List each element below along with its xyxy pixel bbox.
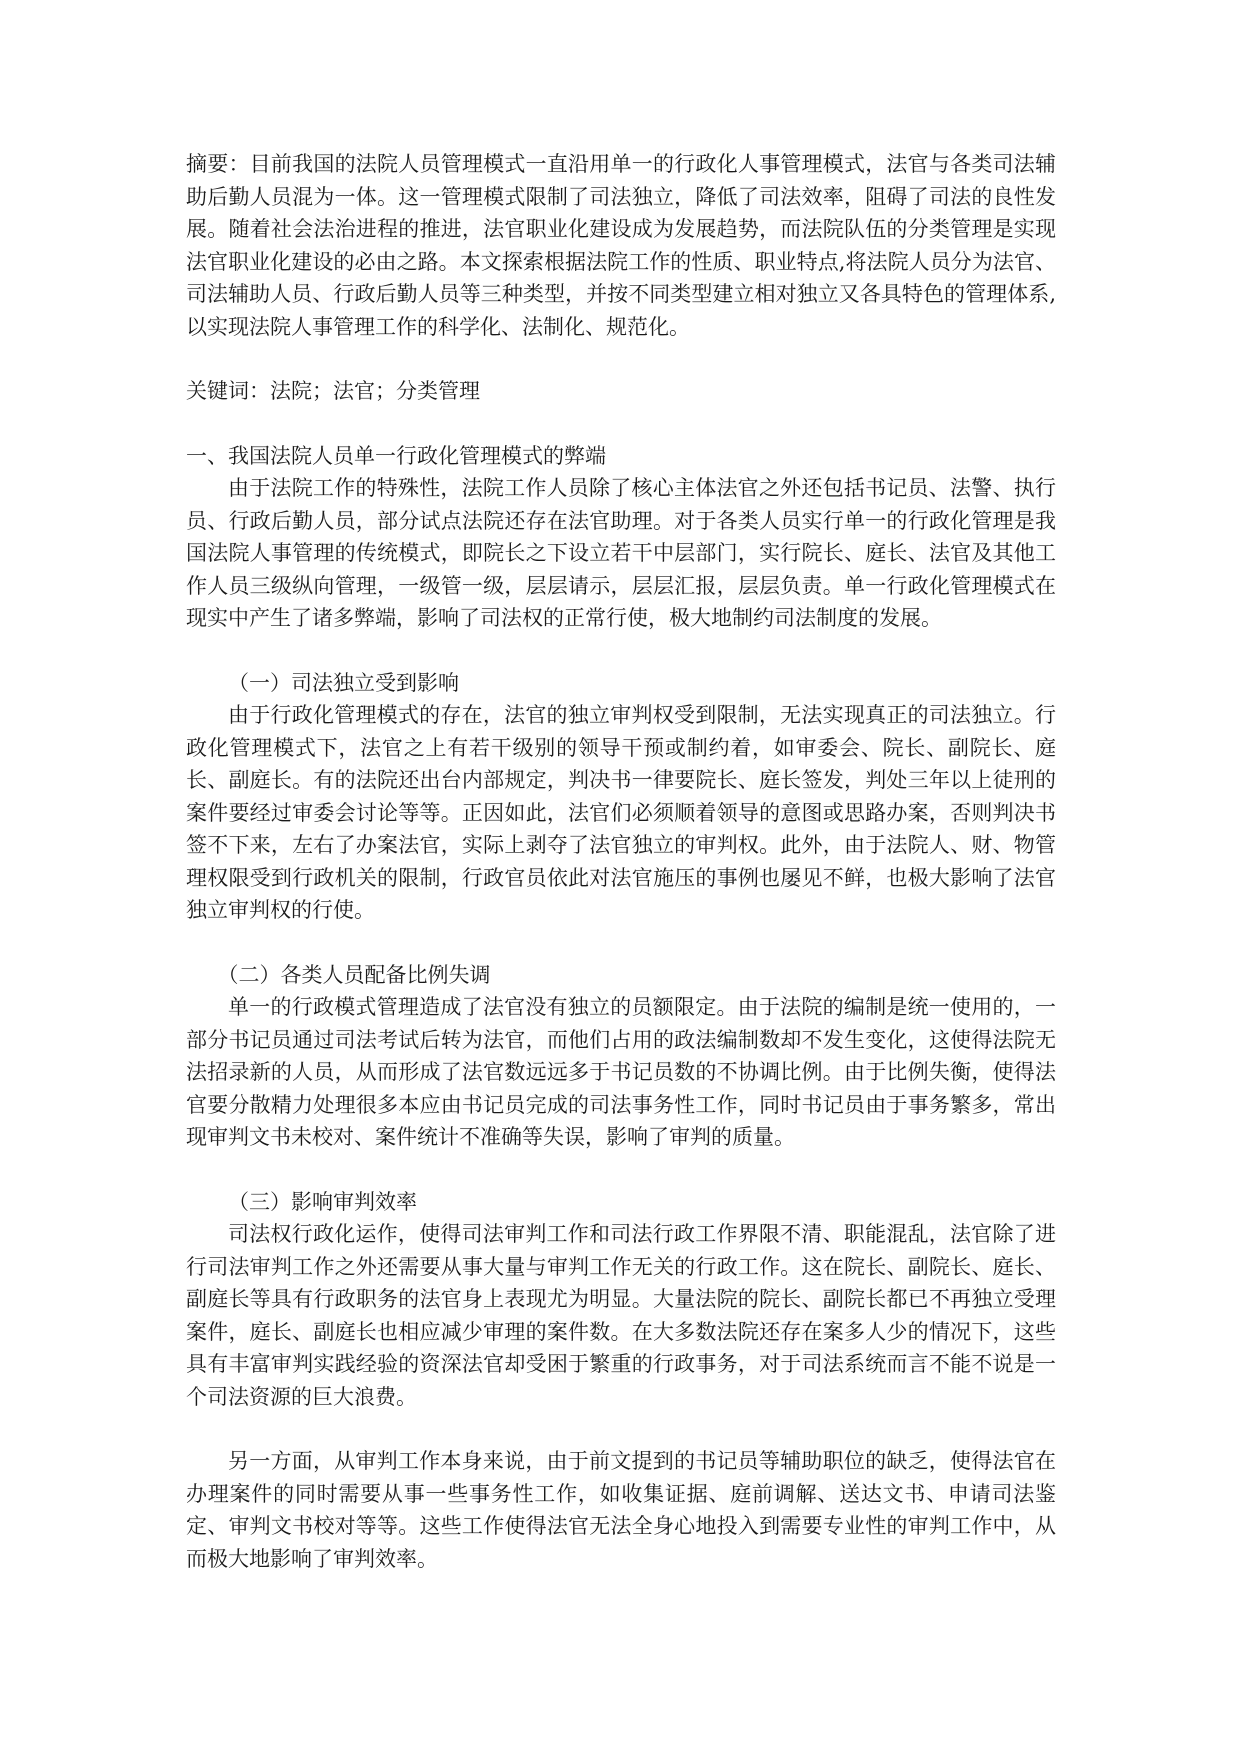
spacer (186, 635, 1056, 667)
spacer (186, 408, 1056, 440)
subsection-body-2: 单一的行政模式管理造成了法官没有独立的员额限定。由于法院的编制是统一使用的，一部分书记员通过司法考试后转为法官，而他们占用的政法编制数却不发生变化，这使得法院无法招录新的人员，从而形成了法官数远远多于书记员数的不协调比例。由于比例失衡，使得法官要分散精力处理很多本应由书记员完成的司法事务性工作，同时书记员由于事务繁多，常出现审判文书未校对、案件统计不准确等失误，影响了审判的质量。 (186, 995, 1056, 1149)
section-intro-paragraph: 由于法院工作的特殊性，法院工作人员除了核心主体法官之外还包括书记员、法警、执行员、行政后勤人员，部分试点法院还存在法官助理。对于各类人员实行单一的行政化管理是我国法院人事管理的传统模式，即院长之下设立若干中层部门，实行院长、庭长、法官及其他工作人员三级纵向管理，一级管一级，层层请示，层层汇报，层层负责。单一行政化管理模式在现实中产生了诸多弊端，影响了司法权的正常行使，极大地制约司法制度的发展。 (186, 476, 1056, 630)
subsection-body-3: 司法权行政化运作，使得司法审判工作和司法行政工作界限不清、职能混乱，法官除了进行司法审判工作之外还需要从事大量与审判工作无关的行政工作。这在院长、副院长、庭长、副庭长等具有行政职务的法官身上表现尤为明显。大量法院的院长、副院长都已不再独立受理案件，庭长、副庭长也相应减少审理的案件数。在大多数法院还存在案多人少的情况下，这些具有丰富审判实践经验的资深法官却受困于繁重的行政事务，对于司法系统而言不能不说是一个司法资源的巨大浪费。 (186, 1222, 1056, 1409)
subsection-body-1: 由于行政化管理模式的存在，法官的独立审判权受到限制，无法实现真正的司法独立。行政化管理模式下，法官之上有若干级别的领导干预或制约着，如审委会、院长、副院长、庭长、副庭长。有的法院还出台内部规定，判决书一律要院长、庭长签发，判处三年以上徒刑的案件要经过审委会讨论等等。正因如此，法官们必须顺着领导的意图或思路办案，否则判决书签不下来，左右了办案法官，实际上剥夺了法官独立的审判权。此外，由于法院人、财、物管理权限受到行政机关的限制，行政官员依此对法官施压的事例也屡见不鲜，也极大影响了法官独立审判权的行使。 (186, 703, 1056, 922)
subsection-heading-2: （二）各类人员配备比例失调 (217, 962, 491, 987)
document-page (186, 148, 1056, 1575)
keywords-line: 关键词：法院；法官；分类管理 (186, 379, 480, 403)
abstract-paragraph: 摘要：目前我国的法院人员管理模式一直沿用单一的行政化人事管理模式，法官与各类司法辅助后勤人员混为一体。这一管理模式限制了司法独立，降低了司法效率，阻碍了司法的良性发展。随着社会法治进程的推进，法官职业化建设成为发展趋势，而法院队伍的分类管理是实现法官职业化建设的必由之路。本文探索根据法院工作的性质、职业特点,将法院人员分为法官、司法辅助人员、行政后勤人员等三种类型，并按不同类型建立相对独立又各具特色的管理体系,以实现法院人事管理工作的科学化、法制化、规范化。 (186, 152, 1056, 339)
subsection-heading-3: （三）影响审判效率 (228, 1189, 417, 1214)
spacer (186, 343, 1056, 375)
subsection-body-3-continued: 另一方面，从审判工作本身来说，由于前文提到的书记员等辅助职位的缺乏，使得法官在办理案件的同时需要从事一些事务性工作，如收集证据、庭前调解、送达文书、申请司法鉴定、审判文书校对等等。这些工作使得法官无法全身心地投入到需要专业性的审判工作中，从而极大地影响了审判效率。 (186, 1449, 1056, 1571)
spacer (186, 1413, 1056, 1445)
subsection-heading-1: （一）司法独立受到影响 (228, 670, 459, 695)
spacer (186, 1154, 1056, 1186)
section-heading: 一、我国法院人员单一行政化管理模式的弊端 (186, 443, 606, 468)
spacer (186, 927, 1056, 959)
